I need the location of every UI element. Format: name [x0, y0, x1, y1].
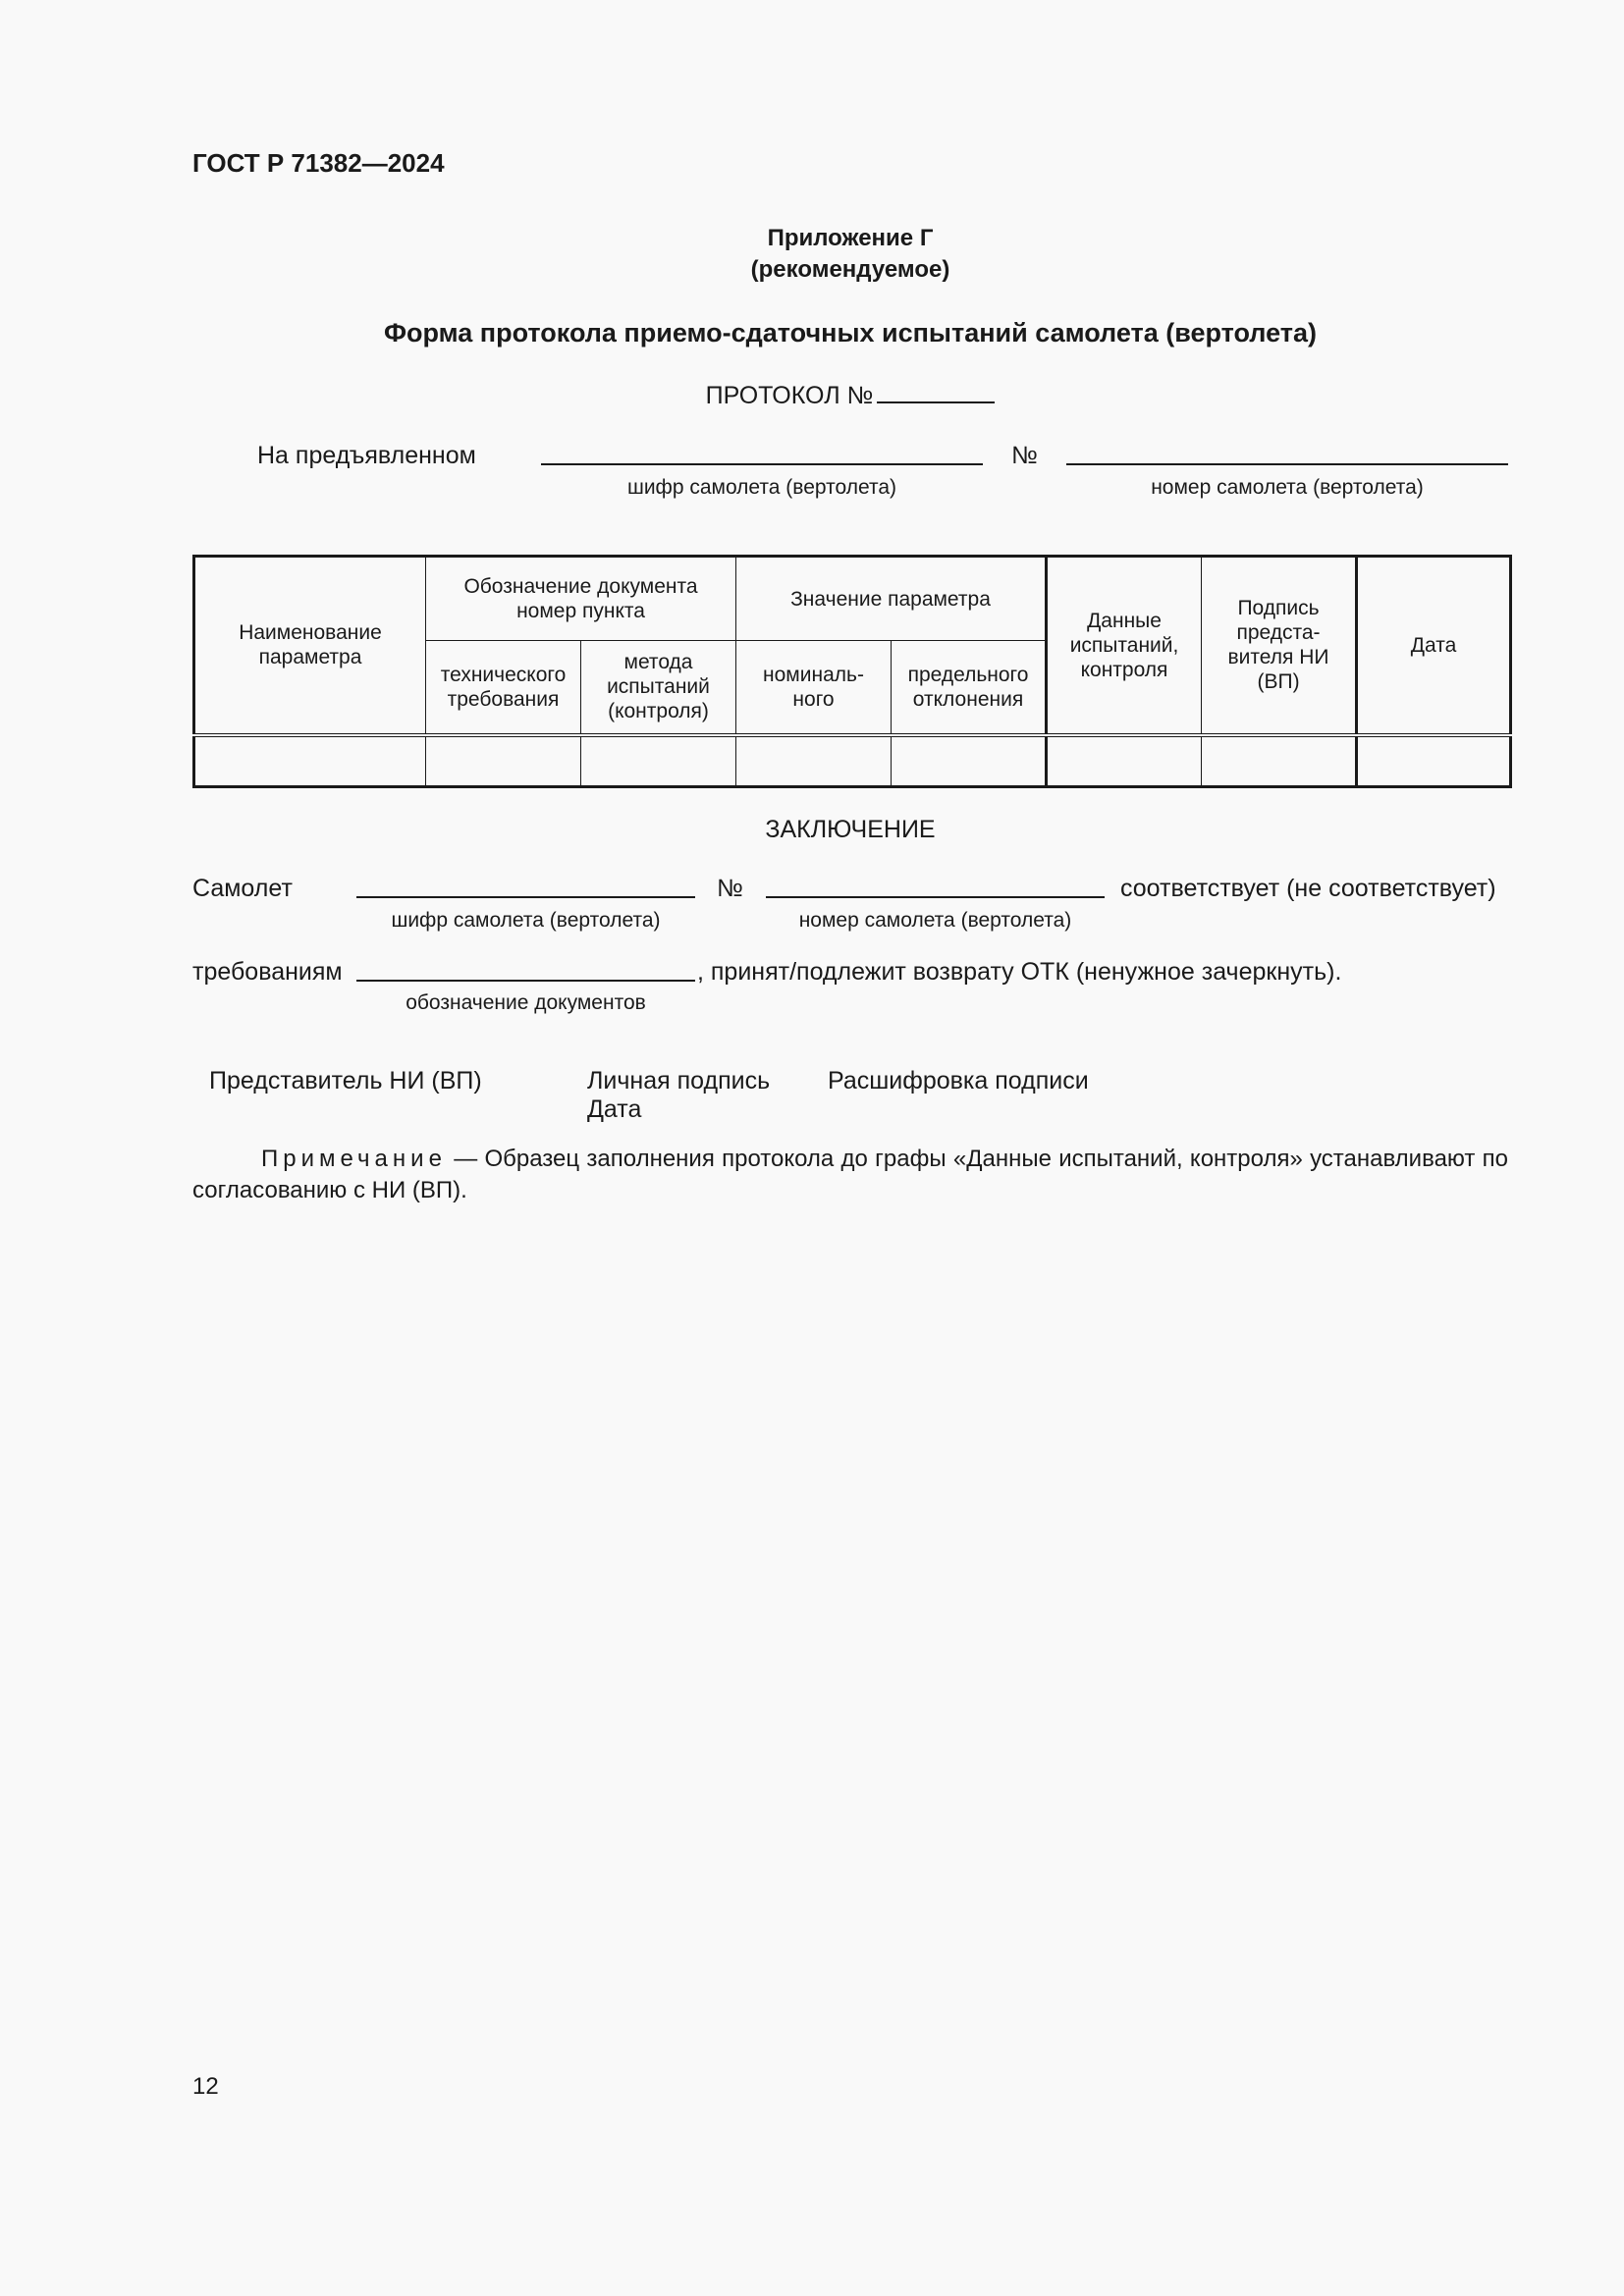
note-text: Образец заполнения протокола до графы «Данные испытаний, контроля» устанавливают по согласованию с НИ (ВП).	[192, 1146, 1508, 1203]
page-number: 12	[192, 2073, 219, 2100]
cell-limit-deviation[interactable]	[892, 735, 1047, 787]
conclusion-title: ЗАКЛЮЧЕНИЕ	[765, 816, 936, 843]
conclusion-no-sign: №	[717, 875, 743, 902]
presented-number-caption: номер самолета (вертолета)	[1151, 476, 1424, 499]
conclusion-number-line	[766, 896, 1105, 898]
presented-cipher-line	[541, 463, 983, 465]
conclusion-cipher-line	[356, 896, 695, 898]
cell-technical-requirement[interactable]	[426, 735, 581, 787]
header-document-designation: Обозначение документа номер пункта	[426, 557, 736, 641]
conclusion-number-caption: номер самолета (вертолета)	[798, 909, 1072, 932]
protocol-table	[192, 555, 1512, 788]
form-title: Форма протокола приемо-сдаточных испытаний самолета (вертолета)	[384, 318, 1317, 347]
cell-test-data[interactable]	[1047, 735, 1202, 787]
presented-cipher-caption: шифр самолета (вертолета)	[626, 476, 897, 499]
appendix-subtitle: (рекомендуемое)	[750, 256, 950, 283]
note-label: Примечание	[261, 1146, 447, 1172]
header-parameter-name: Наименование параметра	[194, 557, 426, 735]
note-dash: —	[446, 1146, 485, 1172]
note-paragraph	[192, 1144, 1508, 1206]
header-representative-signature: Подпись предста-вителя НИ (ВП)	[1202, 557, 1357, 735]
header-date: Дата	[1357, 557, 1511, 735]
header-parameter-value: Значение параметра	[736, 557, 1047, 641]
cell-nominal-value[interactable]	[736, 735, 892, 787]
header-technical-requirement: технического требования	[426, 641, 581, 735]
conclusion-docs-line	[356, 980, 695, 982]
header-limit-deviation: предельного отклонения	[892, 641, 1047, 735]
conclusion-requirements-label: требованиям	[192, 958, 343, 986]
protocol-label: ПРОТОКОЛ №	[705, 382, 874, 409]
presented-no-sign: №	[1011, 442, 1038, 469]
conclusion-cipher-caption: шифр самолета (вертолета)	[391, 909, 661, 932]
conclusion-plane-label: Самолет	[192, 875, 293, 902]
cell-parameter-name[interactable]	[194, 735, 426, 787]
signature-representative: Представитель НИ (ВП)	[209, 1067, 482, 1095]
signature-decoding: Расшифровка подписи	[828, 1067, 1089, 1095]
header-test-data: Данные испытаний, контроля	[1047, 557, 1202, 735]
standard-designation: ГОСТ Р 71382—2024	[192, 148, 445, 178]
signature-personal: Личная подпись	[587, 1067, 771, 1095]
conclusion-docs-caption: обозначение документов	[406, 991, 646, 1014]
conclusion-accepted-text: , принят/подлежит возврату ОТК (ненужное зачеркнуть).	[697, 958, 1342, 986]
protocol-heading	[0, 380, 1624, 410]
cell-representative-signature[interactable]	[1202, 735, 1357, 787]
header-test-method: метода испытаний (контроля)	[581, 641, 736, 735]
header-nominal-value: номиналь-ного	[736, 641, 892, 735]
presented-label: На предъявленном	[257, 442, 476, 469]
cell-test-method[interactable]	[581, 735, 736, 787]
signature-date: Дата	[587, 1095, 642, 1123]
presented-number-line	[1066, 463, 1508, 465]
cell-date[interactable]	[1357, 735, 1511, 787]
conclusion-complies-text: соответствует (не соответствует)	[1120, 875, 1496, 902]
appendix-title: Приложение Г	[767, 225, 934, 251]
protocol-number-blank	[877, 380, 995, 403]
